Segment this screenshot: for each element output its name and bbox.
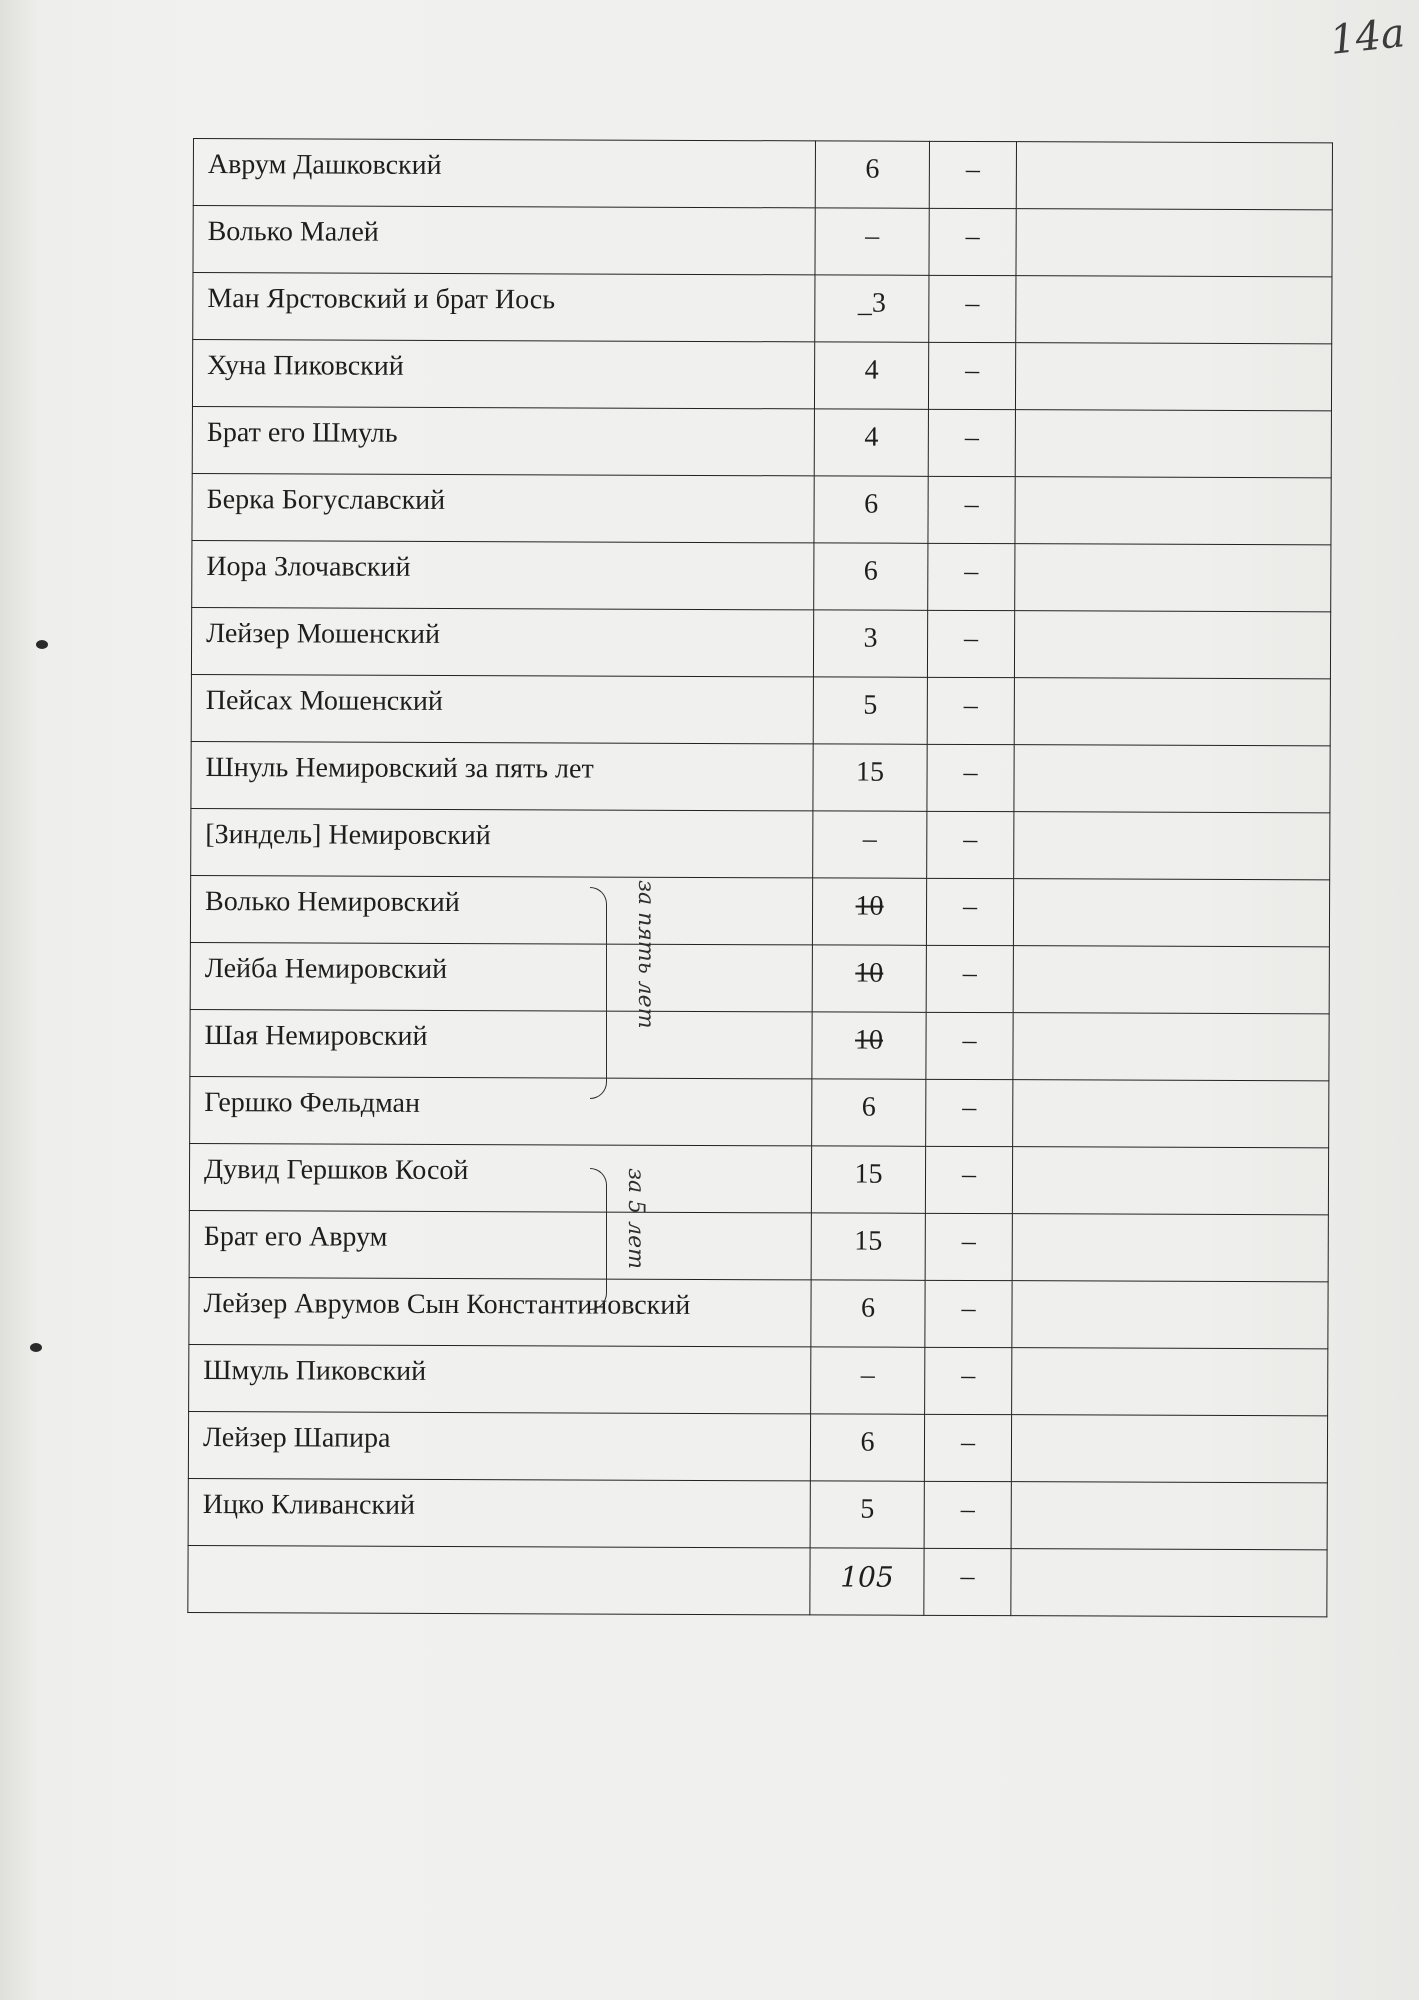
table-row [189, 1277, 1328, 1348]
value-cell: 6 [814, 476, 928, 543]
name-cell: Шмуль Пиковский [189, 1344, 811, 1413]
punch-hole-bottom [30, 1343, 42, 1352]
table-row [191, 607, 1330, 678]
table-row [193, 206, 1332, 277]
empty-cell [1011, 1415, 1327, 1483]
table-row [188, 1478, 1327, 1549]
dash-cell: – [924, 1414, 1011, 1481]
dash-cell: – [925, 1213, 1012, 1280]
name-cell: Лейзер Аврумов Сын Константиновский [189, 1277, 811, 1346]
value-cell: 6 [810, 1414, 924, 1481]
table-row [189, 1143, 1328, 1214]
table-row [190, 1076, 1329, 1147]
dash-cell: – [929, 208, 1016, 275]
table-row [192, 406, 1331, 477]
dash-cell: – [926, 1012, 1013, 1079]
name-cell: [Зиндель] Немировский [191, 808, 813, 877]
dash-cell: – [926, 945, 1013, 1012]
handwritten-brace-1 [590, 887, 607, 1099]
table-row [189, 1344, 1328, 1415]
table-row [192, 540, 1331, 611]
handwritten-margin-note-1: за пять лет [633, 880, 658, 1029]
empty-cell [1012, 1147, 1328, 1215]
value-cell: 6 [812, 1079, 926, 1146]
value-cell-struck: 10 [812, 1012, 926, 1079]
value-cell: 4 [814, 342, 928, 409]
dash-cell: – [925, 1280, 1012, 1347]
value-cell: 5 [810, 1481, 924, 1548]
name-cell: Лейзер Шапира [188, 1411, 810, 1480]
dash-cell: – [927, 677, 1014, 744]
empty-cell [1013, 1013, 1329, 1081]
empty-cell [1015, 544, 1331, 612]
empty-cell [1012, 1348, 1328, 1416]
name-cell: Брат его Аврум [189, 1210, 811, 1279]
empty-cell [1014, 678, 1330, 746]
empty-cell [1014, 812, 1330, 880]
dash-cell: – [928, 409, 1015, 476]
table-row [188, 1411, 1327, 1482]
name-cell: Лейба Немировский [190, 942, 812, 1011]
dash-cell: – [926, 1079, 1013, 1146]
total-label-cell [188, 1545, 810, 1614]
empty-cell [1016, 209, 1332, 277]
value-cell: _3 [815, 275, 929, 342]
table-row [190, 875, 1329, 946]
table-row [189, 1210, 1328, 1281]
punch-hole-top [36, 640, 48, 649]
name-cell: Иора Злочавский [192, 540, 814, 609]
dash-cell: – [926, 878, 1013, 945]
dash-cell: – [924, 1481, 1011, 1548]
name-cell: Гершко Фельдман [190, 1076, 812, 1145]
dash-cell: – [928, 342, 1015, 409]
dash-cell: – [929, 141, 1016, 208]
name-cell: Пейсах Мошенский [191, 674, 813, 743]
dash-cell: – [925, 1146, 1012, 1213]
value-cell: 3 [813, 610, 927, 677]
ledger-table [187, 138, 1333, 1617]
table-row [191, 741, 1330, 812]
value-cell-struck: 10 [812, 945, 926, 1012]
table-row [191, 674, 1330, 745]
table-row [191, 808, 1330, 879]
dash-cell: – [927, 744, 1014, 811]
table-row [190, 942, 1329, 1013]
name-cell: Шая Немировский [190, 1009, 812, 1078]
empty-cell [1015, 343, 1331, 411]
name-cell: Шнуль Немировский за пять лет [191, 741, 813, 810]
name-cell: Аврум Дашковский [193, 139, 815, 208]
name-cell: Волько Немировский [190, 875, 812, 944]
value-cell: 4 [814, 409, 928, 476]
dash-cell: – [927, 811, 1014, 878]
value-cell: 15 [811, 1213, 925, 1280]
total-dash-cell: – [924, 1548, 1011, 1615]
dash-cell: – [928, 543, 1015, 610]
total-value-cell: 105 [810, 1548, 924, 1615]
empty-cell [1013, 879, 1329, 947]
handwritten-brace-2 [590, 1168, 607, 1310]
name-cell: Лейзер Мошенский [191, 607, 813, 676]
value-cell: 15 [811, 1146, 925, 1213]
name-cell: Берка Богуславский [192, 473, 814, 542]
dash-cell: – [927, 610, 1014, 677]
value-cell: 6 [811, 1280, 925, 1347]
handwritten-margin-note-2: за 5 лет [623, 1168, 648, 1269]
empty-cell [1012, 1281, 1328, 1349]
empty-cell [1016, 276, 1332, 344]
name-cell: Дувид Гершков Косой [189, 1143, 811, 1212]
empty-cell [1014, 745, 1330, 813]
table-row [192, 340, 1331, 411]
empty-cell [1011, 1549, 1327, 1617]
empty-cell [1012, 1214, 1328, 1282]
folio-number: 14a [1327, 10, 1407, 64]
table-row [193, 139, 1332, 210]
name-cell: Брат его Шмуль [192, 406, 814, 475]
value-cell: 6 [814, 543, 928, 610]
empty-cell [1015, 477, 1331, 545]
empty-cell [1016, 142, 1332, 210]
empty-cell [1013, 946, 1329, 1014]
dash-cell: – [929, 275, 1016, 342]
name-cell: Хуна Пиковский [192, 340, 814, 409]
value-cell: 6 [815, 141, 929, 208]
dash-cell: – [925, 1347, 1012, 1414]
empty-cell [1014, 611, 1330, 679]
total-row [188, 1545, 1327, 1616]
value-cell: 5 [813, 677, 927, 744]
value-cell: – [811, 1347, 925, 1414]
value-cell-struck: 10 [812, 878, 926, 945]
empty-cell [1015, 410, 1331, 478]
table-row [190, 1009, 1329, 1080]
table-row [193, 273, 1332, 344]
empty-cell [1011, 1482, 1327, 1550]
table-row [192, 473, 1331, 544]
name-cell: Волько Малей [193, 206, 815, 275]
dash-cell: – [928, 476, 1015, 543]
value-cell: 15 [813, 744, 927, 811]
value-cell: – [815, 208, 929, 275]
name-cell: Ман Ярстовский и брат Иось [193, 273, 815, 342]
name-cell: Ицко Кливанский [188, 1478, 810, 1547]
value-cell: – [813, 811, 927, 878]
empty-cell [1013, 1080, 1329, 1148]
